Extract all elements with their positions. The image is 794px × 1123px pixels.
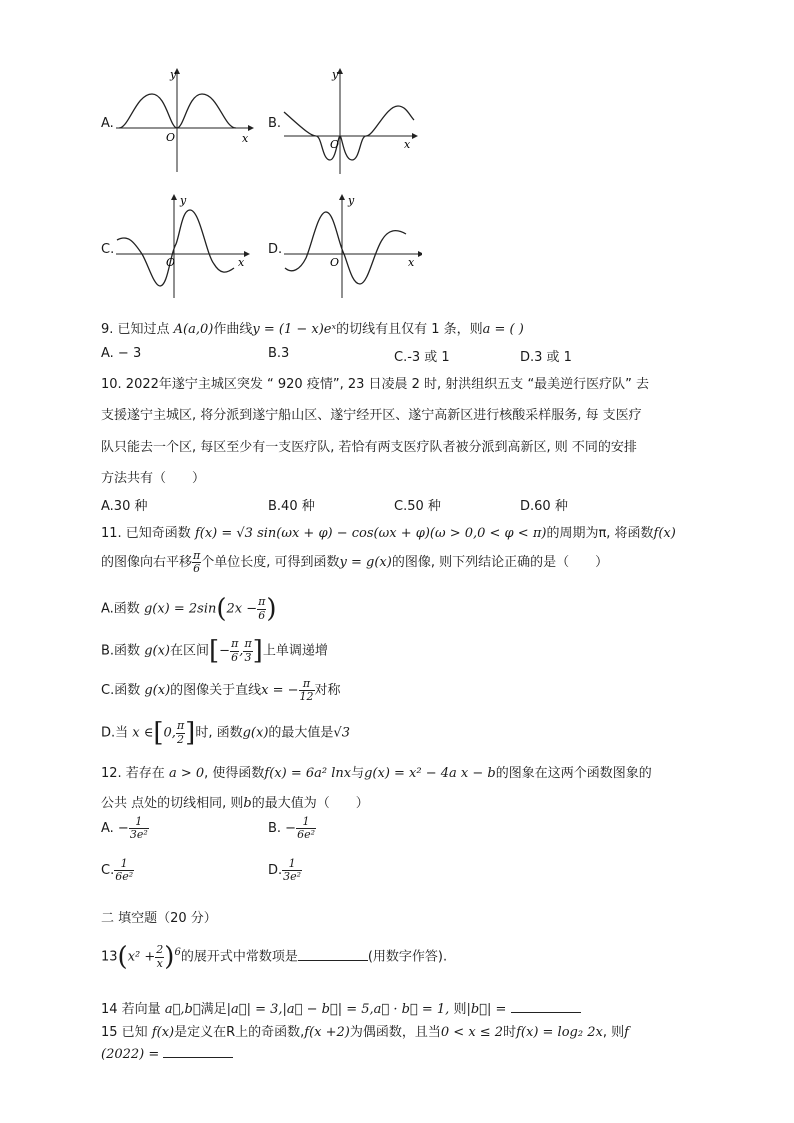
q10-option-c[interactable]: C.50 种 (394, 499, 441, 514)
q12-option-c[interactable]: C. $\frac{1}{\text{6e²}}$ (101, 857, 134, 884)
question-12-line-1: 12. 若存在 a > 0, 使得函数f(x) = 6a² lnx与g(x) = x² − 4a x − b的图象在这两个函数图象的 (101, 766, 652, 781)
graph-c-origin: O (166, 256, 176, 269)
graph-a-label: A. (101, 116, 114, 131)
graph-c-x-label: x (238, 256, 245, 269)
graph-c (114, 192, 254, 300)
graph-d-y-label: y (348, 194, 355, 207)
graph-b-curve (284, 106, 414, 160)
graph-b-y-label: y (332, 68, 339, 81)
graph-c-curve (117, 210, 234, 286)
graph-d-x-label: x (408, 256, 415, 269)
q12-option-b[interactable]: B. − $\frac{1}{\text{6e²}}$ (268, 815, 315, 842)
question-12-line-2: 公共 点处的切线相同, 则b的最大值为（ ） (101, 796, 369, 811)
graph-d-label: D. (268, 242, 283, 257)
q11-option-b[interactable]: B.函数 g(x)在区间[− $\frac{\pi}{6}$ , $\frac{\pi}{3}$ ]上单调递增 (101, 636, 328, 666)
q13-answer-blank[interactable] (298, 948, 368, 961)
graph-d (282, 192, 422, 300)
graph-a-origin: O (166, 131, 176, 144)
question-15-line-2: (2022) = (101, 1045, 233, 1062)
question-9: 9. 已知过点 A(a,0)作曲线y = (1 − x)eˣ的切线有且仅有 1 条，则a = ( ) (101, 322, 524, 337)
q11-option-d[interactable]: D.当 x ∈[0, $\frac{\pi}{2}$ ]时, 函数g(x)的最大值是√3 (101, 718, 350, 748)
q12-option-d[interactable]: D. $\frac{1}{\text{3e²}}$ (268, 857, 302, 884)
question-10-line-1: 10. 2022年遂宁主城区突发 “ 920 疫情”, 23 日凌晨 2 时, 射洪组织五支 “最美逆行医疗队” 去 (101, 377, 650, 392)
question-11-line-2: 的图像向右平移 $\frac{\pi}{6}$ 个单位长度, 可得到函数y = g(x)的图像, 则下列结论正确的是（ ） (101, 549, 609, 576)
q14-answer-blank[interactable] (511, 1000, 581, 1013)
q11-option-a[interactable]: A.函数 g(x) = 2sin(2x − $\frac{\pi}{6}$ ) (101, 594, 277, 624)
q9-option-c[interactable]: C.-3 或 1 (394, 350, 450, 365)
graph-a-y-label: y (170, 68, 177, 81)
graph-b-label: B. (268, 116, 282, 131)
graph-d-origin: O (330, 256, 340, 269)
graph-d-curve (285, 212, 406, 284)
graph-a-x-label: x (242, 132, 249, 145)
graph-c-label: C. (101, 242, 115, 257)
graph-b-origin: O (330, 138, 340, 151)
graph-b (282, 66, 422, 176)
graph-c-y-label: y (180, 194, 187, 207)
q10-option-d[interactable]: D.60 种 (520, 499, 568, 514)
q10-option-b[interactable]: B.40 种 (268, 499, 315, 514)
graph-b-x-label: x (404, 138, 411, 151)
question-11-line-1: 11. 已知奇函数 f(x) = √3 sin(ωx + φ) − cos(ωx + φ)(ω > 0,0 < φ < π)的周期为π, 将函数f(x) (101, 526, 676, 541)
graph-a (114, 66, 254, 176)
q9-option-b[interactable]: B.3 (268, 346, 290, 361)
shift-fraction: $\frac{\pi}{6}$ (193, 549, 201, 576)
q12-option-a[interactable]: A. − $\frac{1}{\text{3e²}}$ (101, 815, 148, 842)
q15-answer-blank[interactable] (163, 1045, 233, 1058)
question-10-line-4: 方法共有（ ） (101, 471, 206, 486)
q9-option-a[interactable]: A. − 3 (101, 346, 142, 361)
q11-option-c[interactable]: C.函数 g(x)的图像关于直线x = − $\frac{\pi}{12}$ 对称 (101, 677, 341, 704)
q10-option-a[interactable]: A.30 种 (101, 499, 148, 514)
q9-option-d[interactable]: D.3 或 1 (520, 350, 572, 365)
section-fill-in-title: 二 填空题（20 分） (101, 911, 217, 926)
question-10-line-2: 支援遂宁主城区, 将分派到遂宁船山区、遂宁经开区、遂宁高新区进行核酸采样服务, 每 支医疗 (101, 408, 642, 423)
question-10-line-3: 队只能去一个区, 每区至少有一支医疗队, 若恰有两支医疗队者被分派到高新区, 则 不同的安排 (101, 440, 637, 455)
question-15-line-1: 15 已知 f(x)是定义在R上的奇函数,f(x +2)为偶函数，且当0 < x ≤ 2时f(x) = log₂ 2x, 则f (101, 1025, 629, 1040)
question-13: 13(x² + $\frac{2}{x}$ )$^6$的展开式中常数项是 (用数字作答). (101, 942, 448, 972)
question-14: 14 若向量 a⃗,b⃗满足|a⃗| = 3,|a⃗ − b⃗| = 5,a⃗ · b⃗ = 1, 则|b⃗| = (101, 998, 581, 1017)
